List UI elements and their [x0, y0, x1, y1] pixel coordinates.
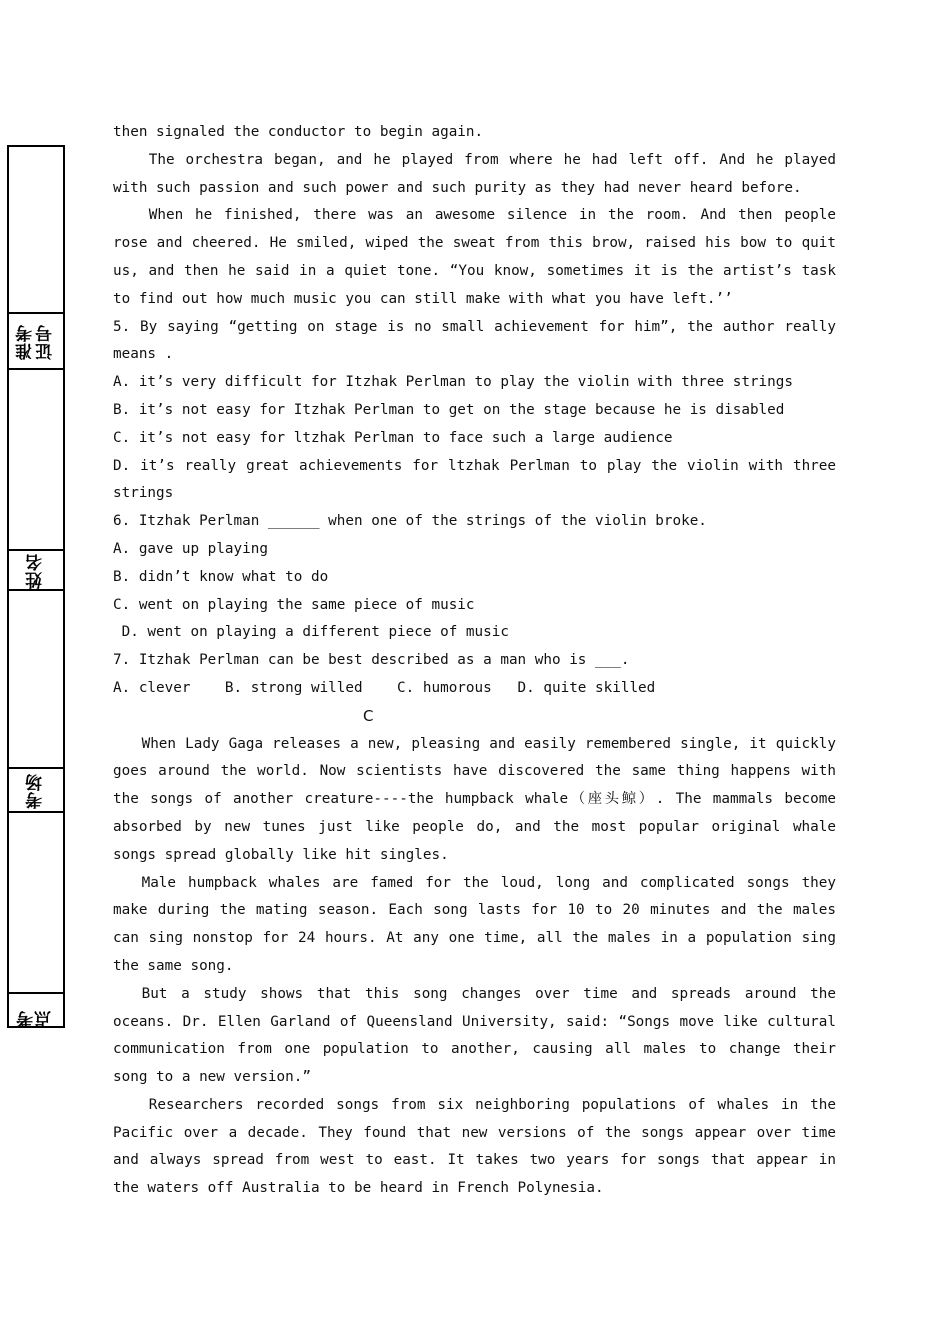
- section-c-heading: C: [363, 706, 374, 725]
- exam-site-label-cell: [9, 992, 63, 1028]
- question-6-option-b: B. didn’t know what to do: [113, 568, 329, 585]
- question-5-option-c: C. it’s not easy for ltzhak Perlman to face such a large audience: [113, 429, 673, 446]
- exam-number-blank: [9, 368, 63, 551]
- question-6-option-d: D. went on playing a different piece of music: [113, 624, 509, 641]
- question-6-option-c: C. went on playing the same piece of music: [113, 596, 475, 613]
- passage-b-line: then signaled the conductor to begin again.: [113, 124, 484, 140]
- question-6-option-a: A. gave up playing: [113, 540, 268, 557]
- exam-number-label-cell: [9, 312, 63, 370]
- question-7-stem: 7. Itzhak Perlman can be best described as a man who is ___.: [113, 652, 630, 669]
- exam-number-label-line1: 准考: [16, 324, 36, 360]
- question-5-option-b: B. it’s not easy for Itzhak Perlman to get on the stage because he is disabled: [113, 401, 785, 418]
- exam-room-label: 考场: [26, 773, 46, 809]
- exam-room-blank: [9, 811, 63, 994]
- name-blank: [9, 589, 63, 769]
- exam-room-label-cell: [9, 767, 63, 813]
- question-5-option-d: D. it’s really great achievements for ltzhak Perlman to play the violin with three strings: [113, 457, 845, 502]
- passage-b-paragraph: The orchestra began, and he played from where he had left off. And he played with such passion and such power and such purity as they had never heard before.: [113, 151, 845, 196]
- question-5-option-a: A. it’s very difficult for Itzhak Perlman to play the violin with three strings: [113, 374, 793, 391]
- question-6-stem: 6. Itzhak Perlman ______ when one of the strings of the violin broke.: [113, 513, 707, 530]
- name-label-cell: [9, 549, 63, 591]
- question-5-stem: 5. By saying “getting on stage is no small achievement for him”, the author really means .: [113, 318, 845, 363]
- passage-b-paragraph: When he finished, there was an awesome silence in the room. And then people rose and cheered. He smiled, wiped the sweat from this brow, raised his bow to quit us, and then he said in a quiet tone. “You know, sometimes it is the artist’s task to find out how much music you can still make with what you have left.’’: [113, 207, 845, 307]
- section-c-paragraph: But a study shows that this song changes over time and spreads around the oceans. Dr. Ellen Garland of Queensland University, said: “Songs move like cultural communication from one population to another, causing all males to change their song to a new version.”: [113, 985, 845, 1086]
- name-label: 姓名: [26, 553, 46, 589]
- section-c-paragraph: When Lady Gaga releases a new, pleasing and easily remembered single, it quickly goes around the world. Now scientists have discovered the same thing happens with the songs of another creature----the humpback whale（座头鲸）. The mammals become absorbed by new tunes just like people do, and the most popular original whale songs spread globally like hit singles.: [113, 735, 845, 863]
- section-c-paragraph: Male humpback whales are famed for the loud, long and complicated songs they make during the mating season. Each song lasts for 10 to 20 minutes and the males can sing nonstop for 24 hours. At any one time, all the males in a population sing the same song.: [113, 874, 845, 974]
- section-c-paragraph: Researchers recorded songs from six neighboring populations of whales in the Pacific over a decade. They found that new versions of the songs appear over time and always spread from west to east. It takes two years for songs that appear in the waters off Australia to be heard in French Polynesia.: [113, 1096, 845, 1197]
- exam-page-content: [113, 119, 845, 1203]
- question-7-options: A. clever B. strong willed C. humorous D. quite skilled: [113, 679, 656, 696]
- exam-site-label: 考点: [17, 1010, 55, 1028]
- exam-number-label-line2: 证号: [36, 324, 56, 360]
- exam-info-binding-column: [7, 145, 65, 1028]
